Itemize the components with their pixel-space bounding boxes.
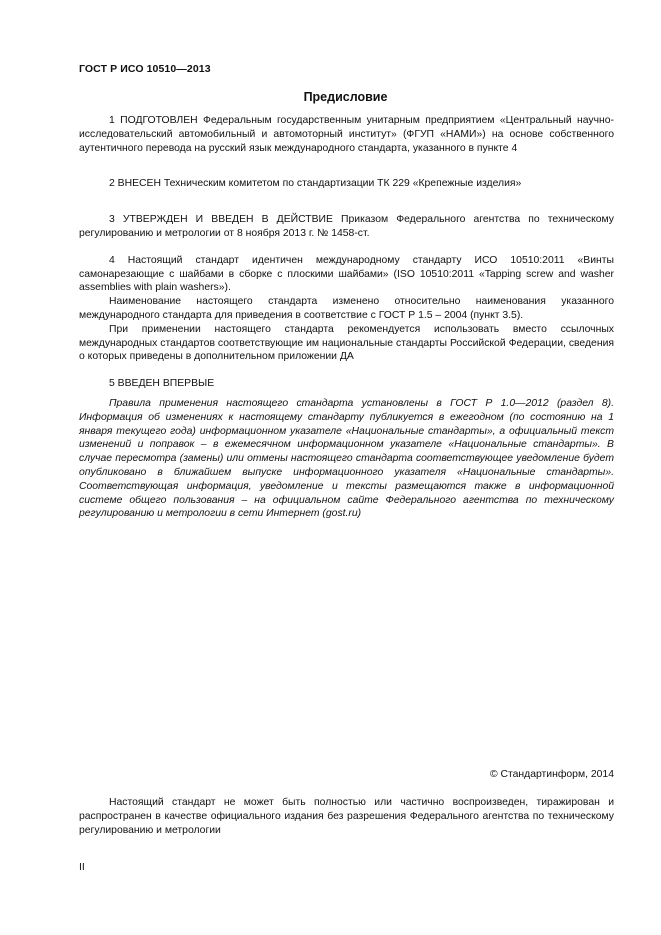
paragraph-4-references: При применении настоящего стандарта рекомендуется использовать вместо ссылочных международных стандартов соответствующие им национальные стандарты Российской Федерации, сведения о которых приведены в дополнительном приложении ДА <box>79 323 614 363</box>
document-code-header: ГОСТ Р ИСО 10510—2013 <box>79 63 211 75</box>
paragraph-3: 3 УТВЕРЖДЕН И ВВЕДЕН В ДЕЙСТВИЕ Приказом Федерального агентства по техническому регулированию и метрологии от 8 ноября 2013 г. № 1458-ст. <box>79 214 614 239</box>
copyright-line: © Стандартинформ, 2014 <box>489 769 614 780</box>
page-number: II <box>79 862 85 873</box>
paragraph-4: 4 Настоящий стандарт идентичен международному стандарту ИСО 10510:2011 «Винты самонарезающие с шайбами в сборке с плоскими шайбами» (ISO 10510:2011 «Tapping screw and washer assemblies with plain washers»). <box>79 254 614 294</box>
reproduction-notice: Настоящий стандарт не может быть полностью или частично воспроизведен, тиражирован и распространен в качестве официального издания без разрешения Федерального агентства по техническому регулированию и метрологии <box>79 797 614 836</box>
paragraph-4-naming: Наименование настоящего стандарта изменено относительно наименования указанного международного стандарта для приведения в соответствие с ГОСТ Р 1.5 – 2004 (пункт 3.5). <box>79 296 614 321</box>
page-title: Предисловие <box>303 90 388 104</box>
paragraph-5: 5 ВВЕДЕН ВПЕРВЫЕ <box>109 378 215 390</box>
paragraph-2: 2 ВНЕСЕН Техническим комитетом по стандартизации ТК 229 «Крепежные изделия» <box>109 178 522 190</box>
application-rules-note: Правила применения настоящего стандарта установлены в ГОСТ Р 1.0—2012 (раздел 8). Информация об изменениях к настоящему стандарту публикуется в ежегодном (по состоянию на 1 января текущего года) информационном указателе «Национальные стандарты», а официальный текст изменений и поправок – в ежемесячном информационном указателе «Национальные стандарты». В случае пересмотра (замены) или отмены настоящего стандарта соответствующее уведомление будет опубликовано в ближайшем выпуске информационного указателя «Национальные стандарты». Соответствующая информация, уведомление и тексты размещаются также в информационной системе общего пользования – на официальном сайте Федерального агентства по техническому регулированию и метрологии в сети Интернет (gost.ru) <box>79 398 614 520</box>
foreword-body <box>79 114 614 391</box>
paragraph-1: 1 ПОДГОТОВЛЕН Федеральным государственным унитарным предприятием «Центральный научно-исследовательский автомобильный и автомоторный институт» (ФГУП «НАМИ») на основе собственного аутентичного перевода на русский язык международного стандарта, указанного в пункте 4 <box>79 115 614 154</box>
